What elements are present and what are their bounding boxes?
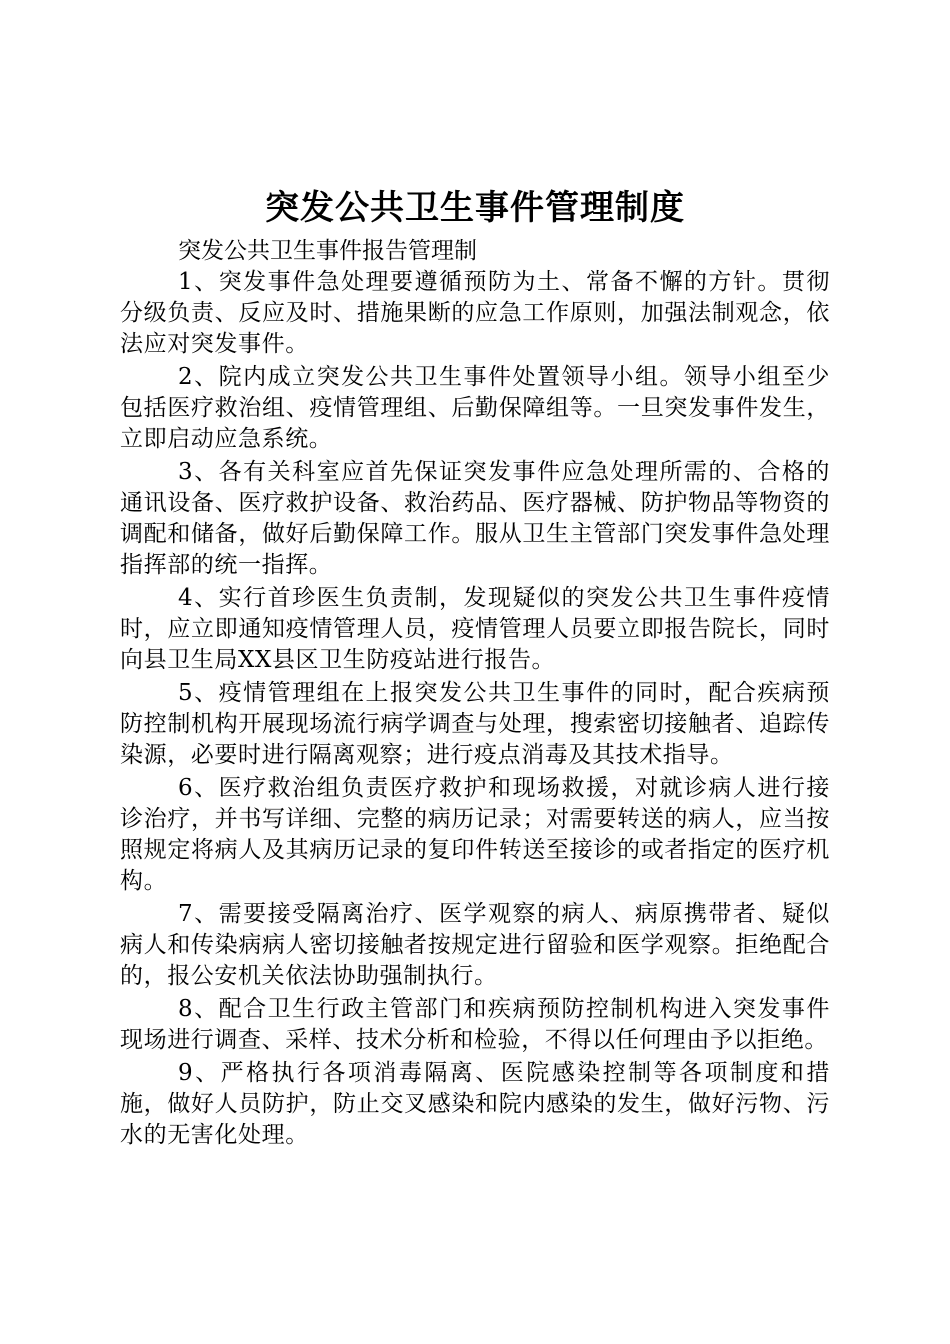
paragraph-4: 4、实行首珍医生负责制，发现疑似的突发公共卫生事件疫情时，应立即通知疫情管理人员，疫情管理人员要立即报告院长，同时向县卫生局XX县区卫生防疫站进行报告。 — [120, 585, 830, 673]
paragraph-8: 8、配合卫生行政主管部门和疾病预防控制机构进入突发事件现场进行调查、采样、技术分析和检验，不得以任何理由予以拒绝。 — [120, 996, 830, 1053]
paragraph-6: 6、医疗救治组负责医疗救护和现场救援，对就诊病人进行接诊治疗，并书写详细、完整的病历记录；对需要转送的病人，应当按照规定将病人及其病历记录的复印件转送至接诊的或者指定的医疗机构。 — [120, 775, 830, 894]
paragraph-5: 5、疫情管理组在上报突发公共卫生事件的同时，配合疾病预防控制机构开展现场流行病学调查与处理，搜索密切接触者、追踪传染源，必要时进行隔离观察；进行疫点消毒及其技术指导。 — [120, 680, 830, 768]
paragraph-2: 2、院内成立突发公共卫生事件处置领导小组。领导小组至少包括医疗救治组、疫情管理组、后勤保障组等。一旦突发事件发生，立即启动应急系统。 — [120, 364, 830, 452]
paragraph-9: 9、严格执行各项消毒隔离、医院感染控制等各项制度和措施，做好人员防护，防止交叉感染和院内感染的发生，做好污物、污水的无害化处理。 — [120, 1060, 830, 1148]
paragraph-1: 1、突发事件急处理要遵循预防为土、常备不懈的方针。贯彻分级负责、反应及时、措施果断的应急工作原则，加强法制观念，依法应对突发事件。 — [120, 269, 830, 357]
paragraph-7: 7、需要接受隔离治疗、医学观察的病人、病原携带者、疑似病人和传染病病人密切接触者按规定进行留验和医学观察。拒绝配合的，报公安机关依法协助强制执行。 — [120, 901, 830, 989]
paragraph-3: 3、各有关科室应首先保证突发事件应急处理所需的、合格的通讯设备、医疗救护设备、救治药品、医疗器械、防护物品等物资的调配和储备，做好后勤保障工作。服从卫生主管部门突发事件急处理指挥部的统一指挥。 — [120, 459, 830, 578]
section-heading: 突发公共卫生事件报告管理制 — [178, 238, 477, 264]
document-title: 突发公共卫生事件管理制度 — [265, 188, 685, 228]
